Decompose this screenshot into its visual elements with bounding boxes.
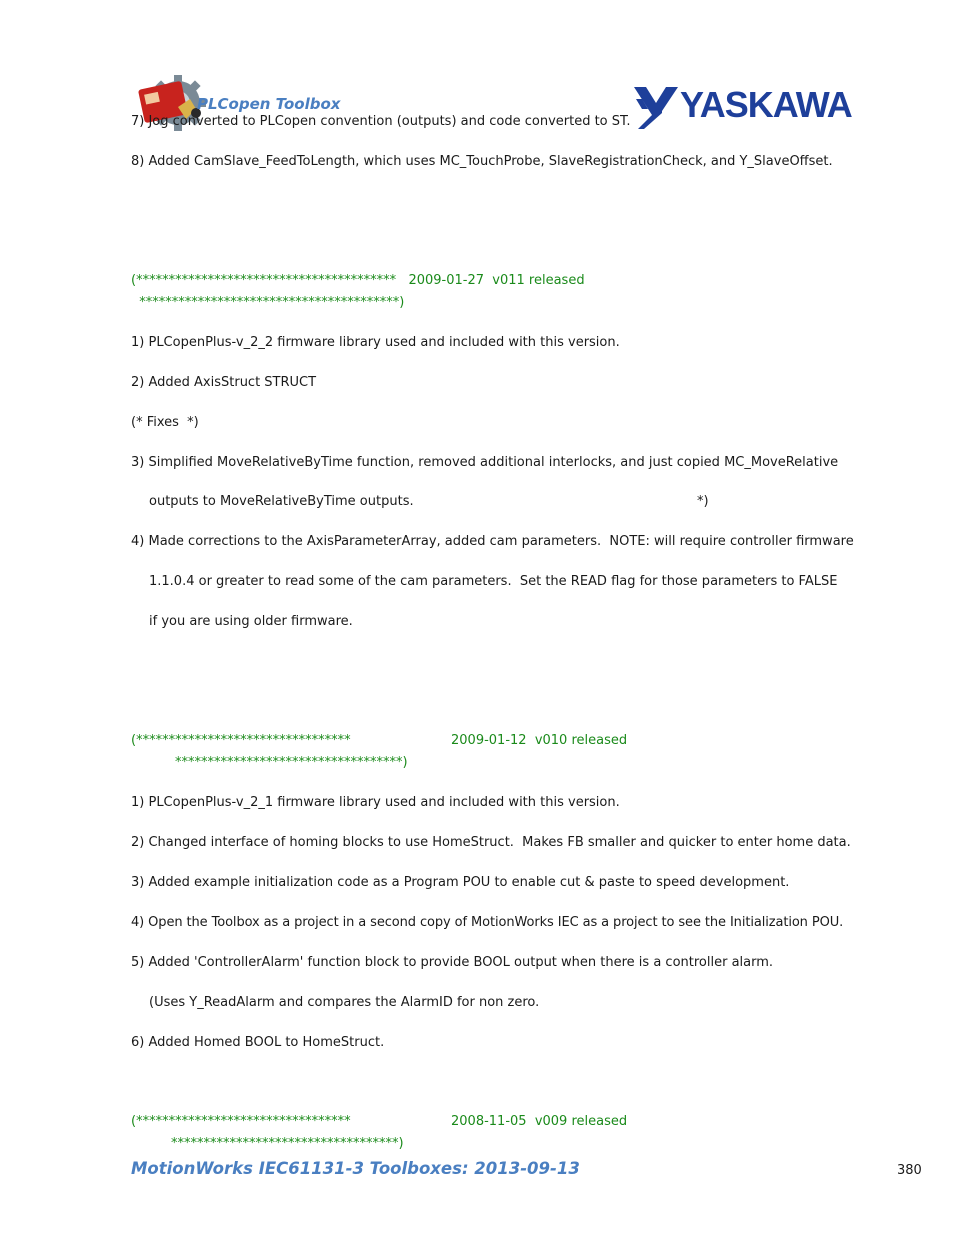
changelog-line: outputs to MoveRelativeByTime outputs. bbox=[149, 494, 414, 509]
release-header-close: ***********************************) bbox=[175, 755, 408, 770]
changelog-line: *) bbox=[697, 494, 709, 509]
changelog-line: if you are using older firmware. bbox=[149, 614, 353, 629]
changelog-line: (* Fixes *) bbox=[131, 415, 199, 430]
changelog-line: 1.1.0.4 or greater to read some of the cam parameters. Set the READ flag for those parameters to FALSE bbox=[149, 574, 838, 589]
release-header-close: ***********************************) bbox=[171, 1136, 404, 1151]
changelog-line: 2) Changed interface of homing blocks to use HomeStruct. Makes FB smaller and quicker to enter home data. bbox=[131, 835, 851, 850]
changelog-line: (Uses Y_ReadAlarm and compares the AlarmID for non zero. bbox=[149, 995, 540, 1010]
toolbox-title: PLCopen Toolbox bbox=[197, 95, 341, 113]
changelog-line: 1) PLCopenPlus-v_2_1 firmware library used and included with this version. bbox=[131, 795, 620, 810]
release-header: (**************************************** 2009-01-27 v011 released bbox=[131, 273, 585, 288]
page-number: 380 bbox=[897, 1163, 922, 1178]
changelog-line: 4) Open the Toolbox as a project in a second copy of MotionWorks IEC as a project to see the Initialization POU. bbox=[131, 915, 844, 930]
release-header: (********************************* bbox=[131, 1114, 351, 1129]
toolbox-logo bbox=[128, 54, 200, 112]
changelog-line: 6) Added Homed BOOL to HomeStruct. bbox=[131, 1035, 385, 1050]
yaskawa-logo bbox=[622, 66, 852, 125]
changelog-line: 7) Jog converted to PLCopen convention (outputs) and code converted to ST. bbox=[131, 114, 631, 129]
release-header-date: 2009-01-12 v010 released bbox=[451, 733, 628, 748]
changelog-line: 5) Added 'ControllerAlarm' function block to provide BOOL output when there is a controller alarm. bbox=[131, 955, 774, 970]
changelog-line: 1) PLCopenPlus-v_2_2 firmware library used and included with this version. bbox=[131, 335, 620, 350]
svg-text:YASKAWA: YASKAWA bbox=[680, 85, 852, 125]
release-header-date: 2008-11-05 v009 released bbox=[451, 1114, 628, 1129]
changelog-line: 3) Added example initialization code as a Program POU to enable cut & paste to speed development. bbox=[131, 875, 790, 890]
release-header: (********************************* bbox=[131, 733, 351, 748]
footer-title: MotionWorks IEC61131-3 Toolboxes: 2013-09-13 bbox=[131, 1159, 580, 1178]
changelog-line: 4) Made corrections to the AxisParameterArray, added cam parameters. NOTE: will require controller firmware bbox=[131, 534, 854, 549]
changelog-line: 3) Simplified MoveRelativeByTime function, removed additional interlocks, and just copied MC_MoveRelative bbox=[131, 455, 839, 470]
changelog-line: 8) Added CamSlave_FeedToLength, which uses MC_TouchProbe, SlaveRegistrationCheck, and Y_SlaveOffset. bbox=[131, 154, 833, 169]
release-header-close: ****************************************) bbox=[131, 295, 405, 310]
changelog-line: 2) Added AxisStruct STRUCT bbox=[131, 375, 317, 390]
